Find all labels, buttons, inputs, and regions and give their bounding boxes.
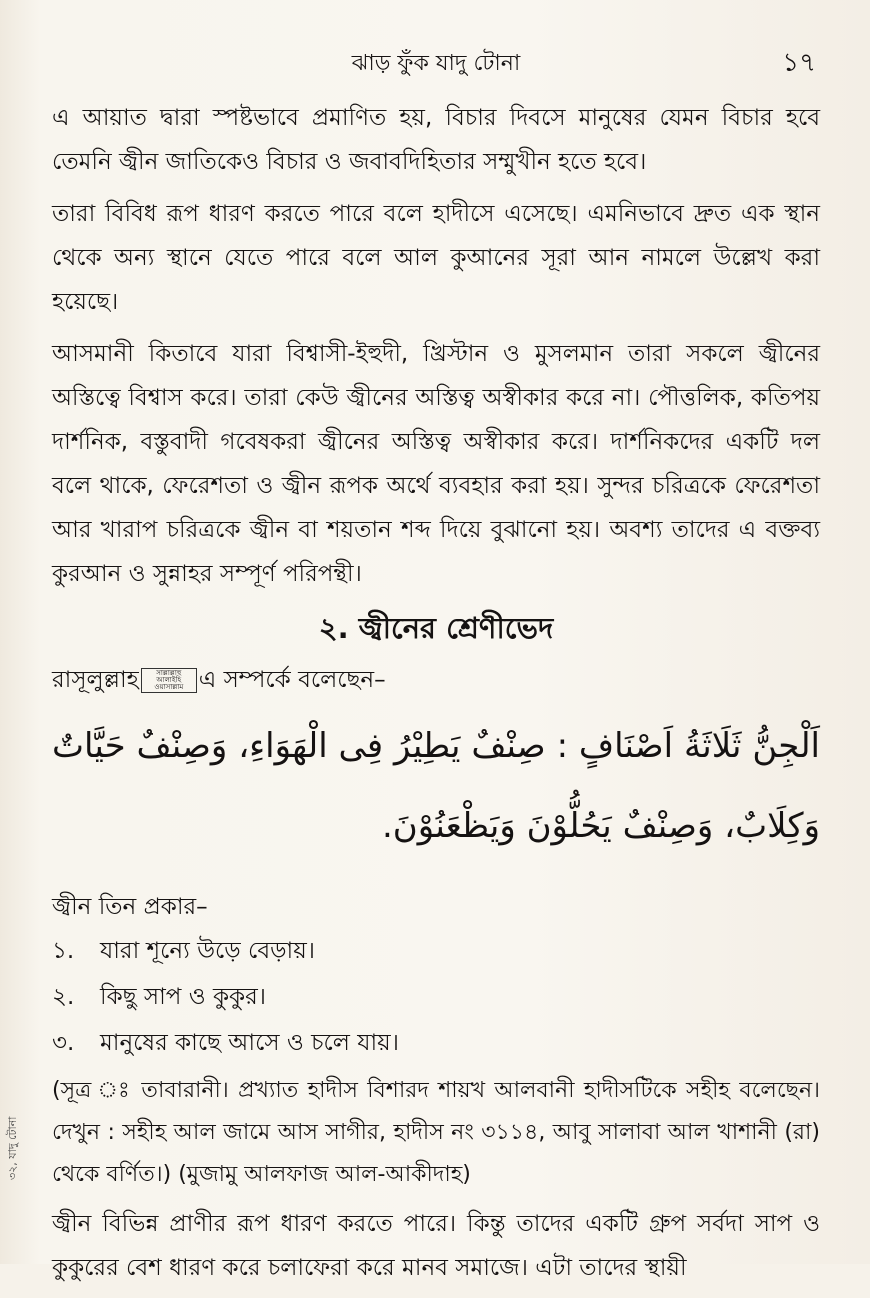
types-list bbox=[52, 928, 820, 1066]
arabic-hadith: اَلْجِنُّ ثَلَاثَةُ اَصْنَافٍ : صِنْفٌ يَطِيْرُ فِى الْهَوَاءِ، وَصِنْفٌ حَيَّاتٌ وَكِلَابٌ، وَصِنْفٌ يَحُلُّوْنَ وَيَظْعَنُوْنَ. bbox=[52, 726, 820, 846]
list-number: ৩. bbox=[52, 1030, 75, 1056]
hadith-intro bbox=[52, 660, 820, 700]
running-title: ঝাড় ফুঁক যাদু টোনা bbox=[351, 51, 521, 76]
page-number: ১৭ bbox=[782, 48, 816, 78]
list-number: ২. bbox=[52, 984, 75, 1010]
paragraph: আসমানী কিতাবে যারা বিশ্বাসী-ইহুদী, খ্রিস্টান ও মুসলমান তারা সকলে জ্বীনের অস্তিত্বে বিশ্বাস করে। তারা কেউ জ্বীনের অস্তিত্ব অস্বীকার করে না। পৌত্তলিক, কতিপয় দার্শনিক, বস্তুবাদী গবেষকরা জ্বীনের অস্তিত্ব অস্বীকার করে। দার্শনিকদের একটি দল বলে থাকে, ফেরেশতা ও জ্বীন রূপক অর্থে ব্যবহার করা হয়। সুন্দর চরিত্রকে ফেরেশতা আর খারাপ চরিত্রকে জ্বীন বা শয়তান শব্দ দিয়ে বুঝানো হয়। অবশ্য তাদের এ বক্তব্য কুরআন ও সুন্নাহর সম্পূর্ণ পরিপন্থী। bbox=[52, 341, 820, 587]
pbuh-mark: সাল্লাল্লাহু আলাইহি ওয়াসাল্লাম bbox=[141, 668, 197, 693]
section-heading: ২. জ্বীনের শ্রেণীভেদ bbox=[318, 611, 554, 645]
list-text: যারা শূন্যে উড়ে বেড়ায়। bbox=[100, 938, 315, 964]
list-text: কিছু সাপ ও কুকুর। bbox=[100, 984, 267, 1010]
page-body bbox=[52, 96, 820, 1298]
list-item bbox=[52, 928, 820, 974]
margin-label: ৩২, যাদু টোনা bbox=[6, 1116, 19, 1180]
source-citation: (সূত্র ঃ তাবারানী। প্রখ্যাত হাদীস বিশারদ শায়খ আলবানী হাদীসটিকে সহীহ বলেছেন। দেখুন : সহীহ আল জামে আস সাগীর, হাদীস নং ৩১১৪, আবু সালাবা আল খাশানী (রা) থেকে বর্ণিত।) (মুজামু আলফাজ আল-আকীদাহ) bbox=[52, 1078, 820, 1187]
intro-rest: এ সম্পর্কে বলেছেন– bbox=[198, 667, 386, 693]
list-item bbox=[52, 1020, 820, 1066]
paragraph: জ্বীন বিভিন্ন প্রাণীর রূপ ধারণ করতে পারে। কিন্তু তাদের একটি গ্রুপ সর্বদা সাপ ও কুকুরের বেশ ধারণ করে চলাফেরা করে মানব সমাজে। এটা তাদের স্থায়ী bbox=[52, 1211, 820, 1281]
prophet-name: রাসূলুল্লাহ bbox=[52, 667, 139, 693]
types-intro: জ্বীন তিন প্রকার– bbox=[52, 894, 208, 920]
paragraph: এ আয়াত দ্বারা স্পষ্টভাবে প্রমাণিত হয়, বিচার দিবসে মানুষের যেমন বিচার হবে তেমনি জ্বীন জাতিকেও বিচার ও জবাবদিহিতার সম্মুখীন হতে হবে। bbox=[52, 105, 820, 175]
list-text: মানুষের কাছে আসে ও চলে যায়। bbox=[100, 1030, 399, 1056]
list-item bbox=[52, 974, 820, 1020]
paragraph: তারা বিবিধ রূপ ধারণ করতে পারে বলে হাদীসে এসেছে। এমনিভাবে দ্রুত এক স্থান থেকে অন্য স্থানে যেতে পারে বলে আল কুআনের সূরা আন নামলে উল্লেখ করা হয়েছে। bbox=[52, 201, 820, 315]
page-header bbox=[56, 40, 816, 76]
list-number: ১. bbox=[52, 938, 75, 964]
